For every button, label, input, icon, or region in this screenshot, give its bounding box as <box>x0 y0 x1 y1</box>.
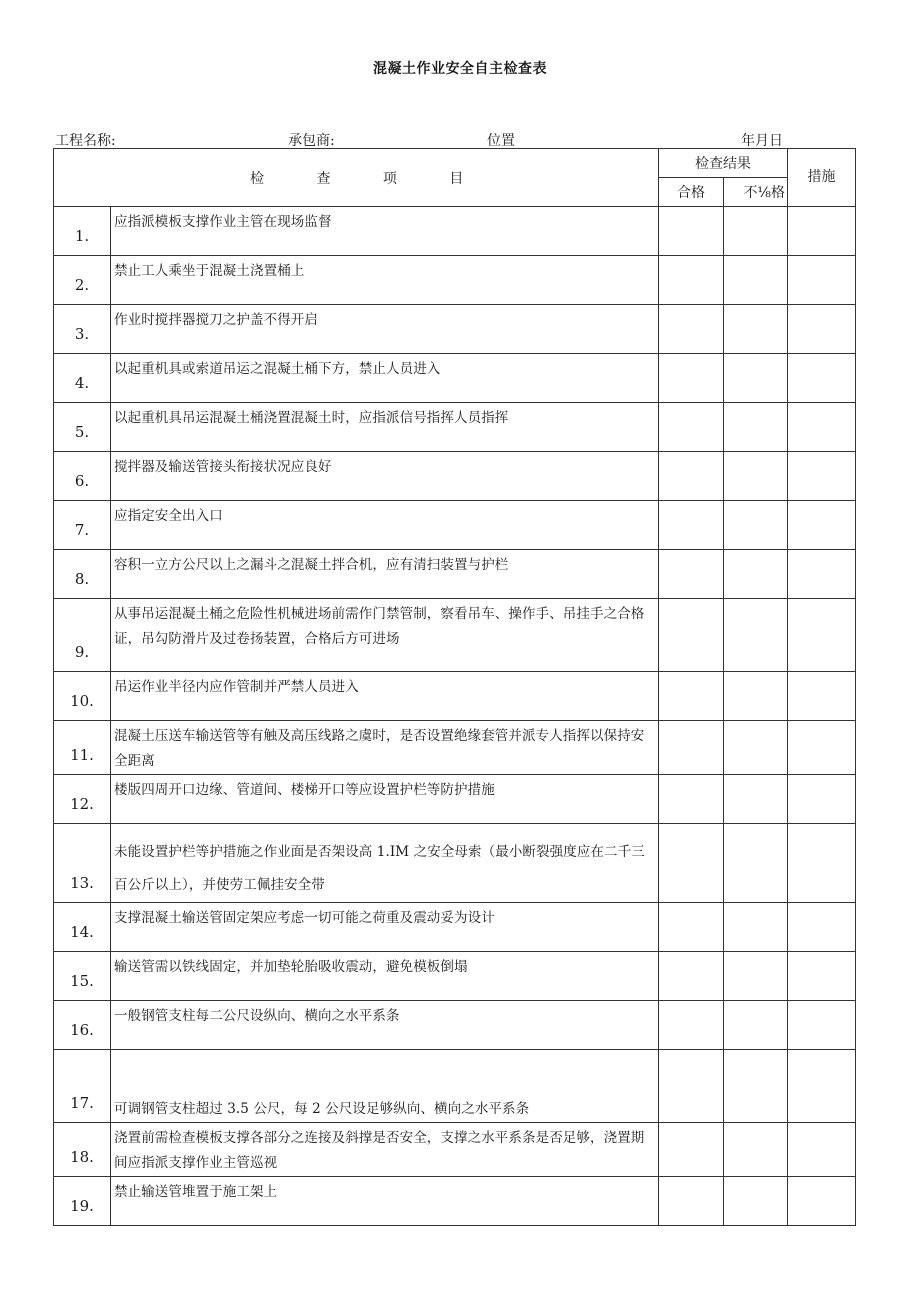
header-char: 目 <box>449 170 464 187</box>
measure-cell[interactable] <box>788 1001 856 1050</box>
fail-cell[interactable] <box>724 903 788 952</box>
measure-cell[interactable] <box>788 672 856 721</box>
measure-cell[interactable] <box>788 207 856 256</box>
row-number: 9. <box>54 599 111 672</box>
table-row <box>54 672 856 721</box>
table-row <box>54 775 856 824</box>
fail-cell[interactable] <box>724 256 788 305</box>
row-number: 1. <box>54 207 111 256</box>
table-row <box>54 1177 856 1226</box>
inspection-item-text: 输送管需以铁线固定，并加垫轮胎吸收震动，避免模板倒塌 <box>111 952 659 1001</box>
form-title: 混凝土作业安全自主检查表 <box>373 61 547 77</box>
inspection-item-text: 禁止输送管堆置于施工架上 <box>111 1177 659 1226</box>
row-number: 10. <box>54 672 111 721</box>
measure-cell[interactable] <box>788 354 856 403</box>
pass-cell[interactable] <box>659 1050 724 1123</box>
fail-cell[interactable] <box>724 952 788 1001</box>
table-row <box>54 1123 856 1177</box>
pass-cell[interactable] <box>659 824 724 903</box>
inspection-item-text: 容积一立方公尺以上之漏斗之混凝土拌合机，应有清扫装置与护栏 <box>111 550 659 599</box>
row-number: 3. <box>54 305 111 354</box>
fail-cell[interactable] <box>724 775 788 824</box>
measure-cell[interactable] <box>788 1050 856 1123</box>
row-number: 16. <box>54 1001 111 1050</box>
pass-cell[interactable] <box>659 672 724 721</box>
fail-header: 不⅛格 <box>724 178 788 207</box>
measure-cell[interactable] <box>788 305 856 354</box>
pass-cell[interactable] <box>659 452 724 501</box>
measure-header: 措施 <box>788 149 856 207</box>
inspection-item-text: 浇置前需检查模板支撑各部分之连接及斜撑是否安全，支撑之水平系条是否足够，浇置期间应指派支撑作业主管巡视 <box>111 1123 659 1177</box>
header-char: 检 <box>250 170 264 187</box>
row-number: 19. <box>54 1177 111 1226</box>
measure-cell[interactable] <box>788 550 856 599</box>
row-number: 2. <box>54 256 111 305</box>
table-row <box>54 824 856 903</box>
row-number: 14. <box>54 903 111 952</box>
pass-cell[interactable] <box>659 501 724 550</box>
pass-header: 合格 <box>659 178 724 207</box>
fail-cell[interactable] <box>724 824 788 903</box>
pass-cell[interactable] <box>659 721 724 775</box>
measure-cell[interactable] <box>788 256 856 305</box>
fail-cell[interactable] <box>724 599 788 672</box>
inspection-item-text: 混凝土压送车输送管等有触及高压线路之虞时，是否设置绝缘套管并派专人指挥以保持安全距离 <box>111 721 659 775</box>
inspection-item-text: 作业时搅拌器搅刀之护盖不得开启 <box>111 305 659 354</box>
row-number: 8. <box>54 550 111 599</box>
pass-cell[interactable] <box>659 1177 724 1226</box>
fail-cell[interactable] <box>724 452 788 501</box>
measure-cell[interactable] <box>788 952 856 1001</box>
inspection-item-text: 楼版四周开口边缘、管道间、楼梯开口等应设置护栏等防护措施 <box>111 775 659 824</box>
table-row <box>54 452 856 501</box>
pass-cell[interactable] <box>659 256 724 305</box>
measure-cell[interactable] <box>788 599 856 672</box>
table-row <box>54 305 856 354</box>
table-row <box>54 1050 856 1123</box>
inspection-item-text: 吊运作业半径内应作管制并严禁人员进入 <box>111 672 659 721</box>
row-number: 7. <box>54 501 111 550</box>
measure-cell[interactable] <box>788 824 856 903</box>
fail-cell[interactable] <box>724 305 788 354</box>
row-number: 15. <box>54 952 111 1001</box>
row-number: 6. <box>54 452 111 501</box>
fail-cell[interactable] <box>724 721 788 775</box>
pass-cell[interactable] <box>659 354 724 403</box>
table-row <box>54 354 856 403</box>
pass-cell[interactable] <box>659 952 724 1001</box>
measure-cell[interactable] <box>788 501 856 550</box>
header-char: 项 <box>382 170 397 187</box>
pass-cell[interactable] <box>659 775 724 824</box>
pass-cell[interactable] <box>659 305 724 354</box>
fail-cell[interactable] <box>724 1123 788 1177</box>
project-name-label: 工程名称: <box>55 133 116 149</box>
contractor-label: 承包商: <box>288 133 335 149</box>
measure-cell[interactable] <box>788 1177 856 1226</box>
table-row <box>54 501 856 550</box>
inspection-item-header <box>54 149 659 207</box>
inspection-item-text: 未能设置护栏等护措施之作业面是否架设高 1.IM 之安全母索（最小断裂强度应在二千三百公斤以上），并使劳工佩挂安全带 <box>111 824 659 903</box>
date-label: 年月日 <box>741 133 783 149</box>
measure-cell[interactable] <box>788 721 856 775</box>
fail-cell[interactable] <box>724 550 788 599</box>
table-row <box>54 207 856 256</box>
result-header: 检查结果 <box>659 149 788 178</box>
measure-cell[interactable] <box>788 1123 856 1177</box>
inspection-item-text: 可调钢管支柱超过 3.5 公尺，每 2 公尺设足够纵向、横向之水平系条 <box>111 1050 659 1123</box>
pass-cell[interactable] <box>659 550 724 599</box>
row-number: 11. <box>54 721 111 775</box>
fail-cell[interactable] <box>724 1001 788 1050</box>
table-row <box>54 256 856 305</box>
pass-cell[interactable] <box>659 207 724 256</box>
measure-cell[interactable] <box>788 403 856 452</box>
table-row <box>54 721 856 775</box>
table-row <box>54 903 856 952</box>
inspection-table <box>53 148 856 1226</box>
table-row <box>54 550 856 599</box>
row-number: 13. <box>54 824 111 903</box>
inspection-item-text: 搅拌器及输送管接头衔接状况应良好 <box>111 452 659 501</box>
table-row <box>54 599 856 672</box>
fail-cell[interactable] <box>724 1050 788 1123</box>
location-label: 位置 <box>487 133 515 149</box>
inspection-item-text: 支撑混凝土输送管固定架应考虑一切可能之荷重及震动妥为设计 <box>111 903 659 952</box>
table-row <box>54 1001 856 1050</box>
row-number: 18. <box>54 1123 111 1177</box>
table-row <box>54 403 856 452</box>
header-char: 查 <box>316 170 331 187</box>
row-number: 4. <box>54 354 111 403</box>
table-row <box>54 952 856 1001</box>
pass-cell[interactable] <box>659 903 724 952</box>
fail-cell[interactable] <box>724 354 788 403</box>
fail-cell[interactable] <box>724 207 788 256</box>
inspection-item-text: 从事吊运混凝土桶之危险性机械进场前需作门禁管制，察看吊车、操作手、吊挂手之合格证，吊勾防滑片及过卷扬装置，合格后方可进场 <box>111 599 659 672</box>
pass-cell[interactable] <box>659 1001 724 1050</box>
inspection-item-text: 应指定安全出入口 <box>111 501 659 550</box>
row-number: 17. <box>54 1050 111 1123</box>
pass-cell[interactable] <box>659 1123 724 1177</box>
fail-cell[interactable] <box>724 501 788 550</box>
row-number: 5. <box>54 403 111 452</box>
inspection-item-text: 以起重机具或索道吊运之混凝土桶下方，禁止人员进入 <box>111 354 659 403</box>
pass-cell[interactable] <box>659 599 724 672</box>
fail-cell[interactable] <box>724 403 788 452</box>
inspection-item-text: 禁止工人乘坐于混凝土浇置桶上 <box>111 256 659 305</box>
pass-cell[interactable] <box>659 403 724 452</box>
fail-cell[interactable] <box>724 1177 788 1226</box>
measure-cell[interactable] <box>788 452 856 501</box>
inspection-item-text: 应指派模板支撑作业主管在现场监督 <box>111 207 659 256</box>
measure-cell[interactable] <box>788 903 856 952</box>
fail-cell[interactable] <box>724 672 788 721</box>
inspection-item-text: 以起重机具吊运混凝土桶浇置混凝土时，应指派信号指挥人员指挥 <box>111 403 659 452</box>
header-row-1 <box>54 149 856 178</box>
measure-cell[interactable] <box>788 775 856 824</box>
inspection-item-text: 一般钢管支柱每二公尺设纵向、横向之水平系条 <box>111 1001 659 1050</box>
row-number: 12. <box>54 775 111 824</box>
